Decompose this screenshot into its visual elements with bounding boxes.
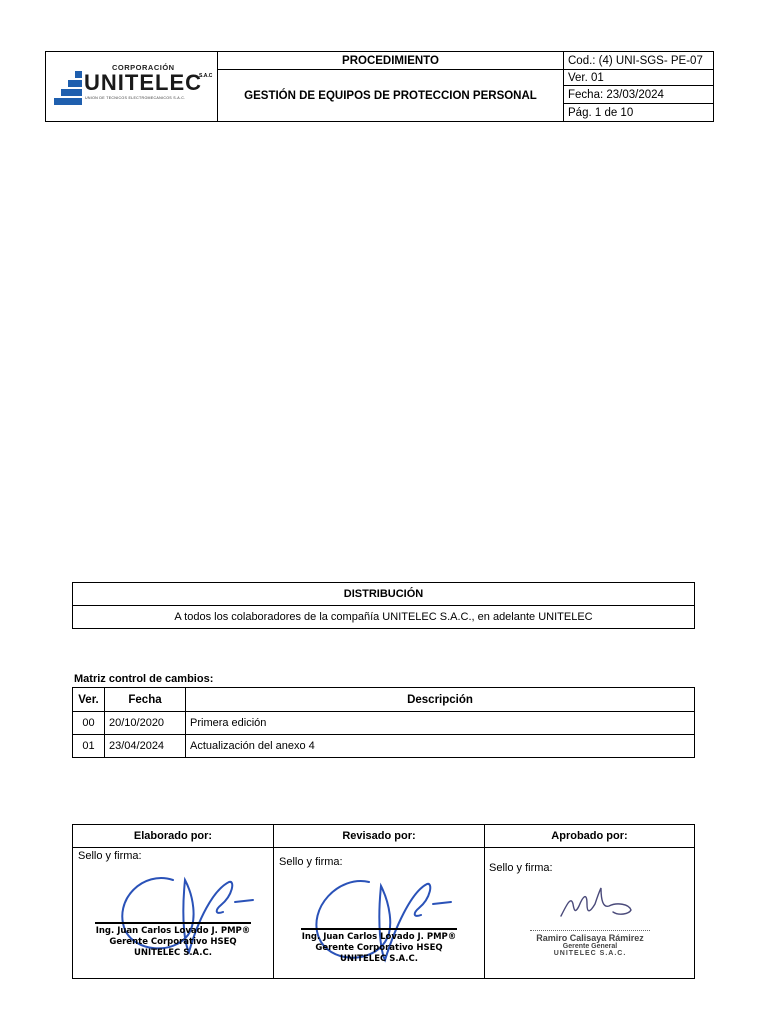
logo-suffix-text: S.A.C — [199, 72, 213, 79]
seal-label: Sello y firma: — [489, 862, 553, 874]
row-version: 01 — [73, 735, 105, 758]
row-description: Primera edición — [186, 712, 695, 735]
reviewed-by-header: Revisado por: — [274, 825, 485, 848]
distribution-heading: DISTRIBUCIÓN — [73, 583, 695, 606]
page-number: Pág. 1 de 10 — [564, 104, 714, 122]
row-description: Actualización del anexo 4 — [186, 735, 695, 758]
table-row — [73, 735, 695, 758]
approved-by-cell — [485, 848, 695, 979]
prepared-by-cell — [73, 848, 274, 979]
signatures-header-row — [73, 825, 695, 848]
distribution-text: A todos los colaboradores de la compañía UNITELEC S.A.C., en adelante UNITELEC — [73, 606, 695, 629]
logo-corporation-text: CORPORACIÓN — [112, 62, 175, 72]
row-version: 00 — [73, 712, 105, 735]
logo-tagline-text: UNION DE TECNICOS ELECTROMECANICOS S.A.C. — [85, 95, 186, 100]
column-header-description: Descripción — [186, 688, 695, 712]
change-matrix-table — [72, 687, 695, 758]
document-title: GESTIÓN DE EQUIPOS DE PROTECCION PERSONAL — [218, 70, 564, 122]
table-row — [73, 712, 695, 735]
table-header-row — [73, 688, 695, 712]
logo-cell — [46, 52, 218, 122]
unitelec-logo — [54, 61, 214, 113]
document-header — [45, 51, 714, 122]
seal-label: Sello y firma: — [78, 850, 142, 862]
document-version: Ver. 01 — [564, 70, 714, 86]
approved-by-stamp: Ramiro Calisaya Rámirez Gerente General UNITELEC S.A.C. — [530, 930, 650, 957]
seal-label: Sello y firma: — [279, 856, 343, 868]
column-header-date: Fecha — [105, 688, 186, 712]
prepared-by-stamp: Ing. Juan Carlos Lovado J. PMP® Gerente Corporativo HSEQ UNITELEC S.A.C. — [95, 922, 251, 959]
column-header-version: Ver. — [73, 688, 105, 712]
distribution-table — [72, 582, 695, 629]
logo-name-text: UNITELEC — [84, 69, 202, 95]
reviewed-by-cell — [274, 848, 485, 979]
row-date: 23/04/2024 — [105, 735, 186, 758]
reviewed-by-stamp: Ing. Juan Carlos Lovado J. PMP® Gerente Corporativo HSEQ UNITELEC S.A.C. — [301, 928, 457, 965]
approved-by-header: Aprobado por: — [485, 825, 695, 848]
prepared-by-header: Elaborado por: — [73, 825, 274, 848]
handwritten-signature — [555, 874, 645, 924]
row-date: 20/10/2020 — [105, 712, 186, 735]
change-matrix-label: Matriz control de cambios: — [74, 673, 214, 685]
document-code: Cod.: (4) UNI-SGS- PE-07 — [564, 52, 714, 70]
document-date: Fecha: 23/03/2024 — [564, 86, 714, 104]
signatures-table — [72, 824, 695, 979]
document-type: PROCEDIMIENTO — [218, 52, 564, 70]
